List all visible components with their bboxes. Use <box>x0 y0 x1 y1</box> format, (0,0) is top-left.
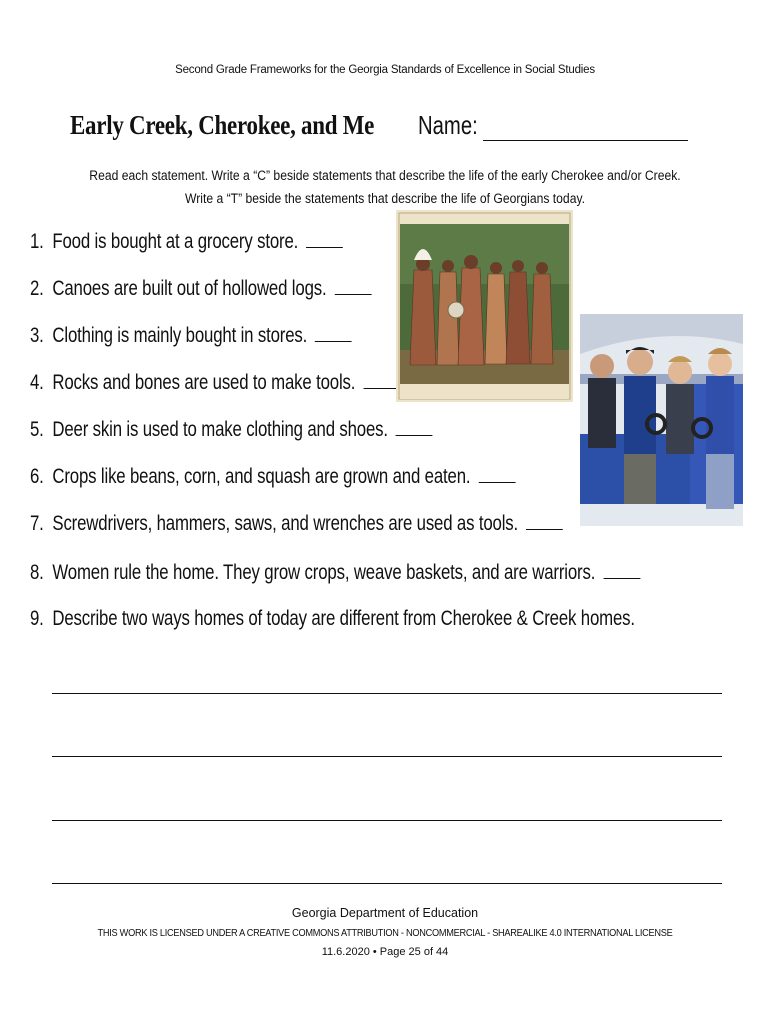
name-label: Name: <box>418 110 478 140</box>
children-bus-photo <box>580 314 743 526</box>
statement-number: 4. <box>30 371 44 394</box>
statement-text: Clothing is mainly bought in stores. <box>52 324 308 347</box>
footer-department: Georgia Department of Education <box>291 906 479 920</box>
statement-6 <box>30 465 515 489</box>
answer-blank-3[interactable] <box>315 340 352 342</box>
statement-number: 3. <box>30 324 44 347</box>
statement-text: Canoes are built out of hollowed logs. <box>52 277 327 300</box>
statement-number: 9. <box>30 607 44 630</box>
answer-blank-7[interactable] <box>526 528 563 530</box>
statement-number: 1. <box>30 230 44 253</box>
statement-text: Food is bought at a grocery store. <box>52 230 299 253</box>
answer-blank-2[interactable] <box>335 293 372 295</box>
footer-page-number: 11.6.2020 • Page 25 of 44 <box>321 946 449 958</box>
instruction-line-1: Read each statement. Write a “C” beside statements that describe the life of the early Cherokee and/or Creek. <box>89 168 681 183</box>
page-header: Second Grade Frameworks for the Georgia Standards of Excellence in Social Studies <box>175 64 595 76</box>
cherokee-postcard-photo <box>396 210 573 402</box>
statement-text: Deer skin is used to make clothing and shoes. <box>52 418 388 441</box>
statement-number: 2. <box>30 277 44 300</box>
statement-7 <box>30 512 563 536</box>
statement-number: 5. <box>30 418 44 441</box>
statement-2 <box>30 277 371 301</box>
statement-text: Crops like beans, corn, and squash are grown and eaten. <box>52 465 471 488</box>
instruction-line-2: Write a “T” beside the statements that describe the life of Georgians today. <box>184 191 586 206</box>
answer-line-3[interactable] <box>52 820 722 821</box>
statement-text: Screwdrivers, hammers, saws, and wrenches are used as tools. <box>52 512 519 535</box>
statement-number: 6. <box>30 465 44 488</box>
answer-blank-5[interactable] <box>396 434 433 436</box>
statement-number: 8. <box>30 561 44 584</box>
statement-3 <box>30 324 352 348</box>
instructions <box>0 164 770 210</box>
answer-blank-1[interactable] <box>306 246 343 248</box>
statement-text: Women rule the home. They grow crops, weave baskets, and are warriors. <box>52 561 596 584</box>
answer-line-4[interactable] <box>52 883 722 884</box>
statement-number: 7. <box>30 512 44 535</box>
statement-8 <box>30 561 640 585</box>
answer-blank-8[interactable] <box>603 577 640 579</box>
worksheet-title: Early Creek, Cherokee, and Me <box>70 110 375 140</box>
children-on-bus-illustration <box>580 314 743 526</box>
title-row <box>70 110 710 146</box>
answer-line-1[interactable] <box>52 693 722 694</box>
statement-1 <box>30 230 343 254</box>
statement-5 <box>30 418 433 442</box>
name-field[interactable] <box>483 140 688 141</box>
answer-line-2[interactable] <box>52 756 722 757</box>
cherokee-figures-illustration <box>396 210 573 402</box>
footer-license: THIS WORK IS LICENSED UNDER A CREATIVE COMMONS ATTRIBUTION - NONCOMMERCIAL - SHAREALIKE 4.0 INTERNATIONAL LICENSE <box>97 928 673 939</box>
answer-blank-4[interactable] <box>363 387 400 389</box>
statement-text: Describe two ways homes of today are different from Cherokee & Creek homes. <box>52 607 635 630</box>
statement-text: Rocks and bones are used to make tools. <box>52 371 356 394</box>
statement-9 <box>30 607 635 631</box>
answer-blank-6[interactable] <box>478 481 515 483</box>
statement-4 <box>30 371 400 395</box>
